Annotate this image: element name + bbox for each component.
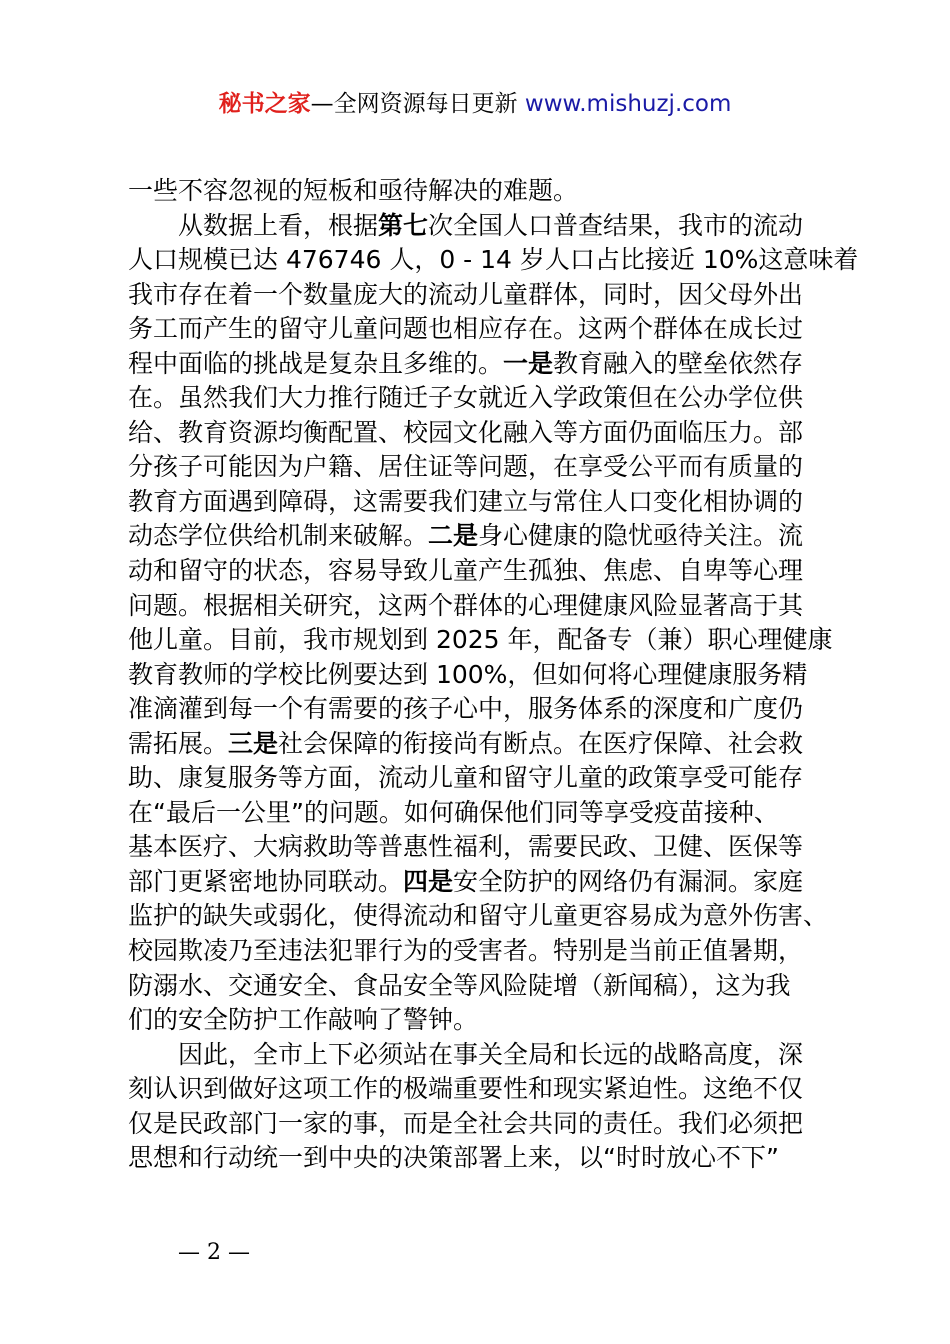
text-run: 在“最后一公里”的问题。如何确保他们同等享受疫苗接种、 — [128, 797, 779, 827]
text-run: 教育教师的学校比例要达到 100%，但如何将心理健康服务精 — [128, 659, 808, 689]
text-line — [128, 969, 833, 1004]
text-line — [128, 1107, 833, 1142]
text-line — [128, 865, 833, 900]
text-run: 监护的缺失或弱化，使得流动和留守儿童更容易成为意外伤害、 — [128, 901, 829, 931]
text-run: 动态学位供给机制来破解。 — [128, 521, 429, 551]
site-tagline: —全网资源每日更新 — [310, 91, 518, 117]
text-line — [128, 658, 833, 693]
text-run: 分孩子可能因为户籍、居住证等问题，在享受公平而有质量的 — [128, 452, 804, 482]
text-run: 基本医疗、大病救助等普惠性福利，需要民政、卫健、医保等 — [128, 832, 804, 862]
text-run: 安全防护的网络仍有漏洞。家庭 — [453, 866, 804, 896]
text-line — [128, 485, 833, 520]
text-run: 部门更紧密地协同联动。 — [128, 866, 404, 896]
text-line — [128, 278, 833, 313]
text-line — [128, 589, 833, 624]
text-run: 们的安全防护工作敲响了警钟。 — [128, 1005, 479, 1035]
site-url-link[interactable]: www.mishuzj.com — [524, 91, 732, 117]
text-line — [128, 692, 833, 727]
text-run: 教育融入的壁垒依然存 — [553, 348, 804, 378]
bold-keyword: 第七 — [378, 210, 429, 240]
text-line — [128, 312, 833, 347]
bold-keyword: 四是 — [403, 866, 454, 896]
text-run: 程中面临的挑战是复杂且多维的。 — [128, 348, 504, 378]
text-run: 人口规模已达 476746 人，0 - 14 岁人口占比接近 10%这意味着 — [128, 245, 859, 275]
bold-keyword: 三是 — [228, 728, 279, 758]
bold-keyword: 二是 — [428, 521, 479, 551]
text-run: 社会保障的衔接尚有断点。在医疗保障、社会救 — [278, 728, 804, 758]
text-line — [128, 1072, 833, 1107]
text-run: 动和留守的状态，容易导致儿童产生孤独、焦虑、自卑等心理 — [128, 556, 804, 586]
text-run: 问题。根据相关研究，这两个群体的心理健康风险显著高于其 — [128, 590, 804, 620]
text-line — [128, 623, 833, 658]
text-run: 我市存在着一个数量庞大的流动儿童群体，同时，因父母外出 — [128, 279, 804, 309]
text-run: 思想和行动统一到中央的决策部署上来，以“时时放心不下” — [128, 1143, 779, 1173]
text-run: 从数据上看，根据 — [128, 210, 379, 240]
text-line — [128, 347, 833, 382]
site-brand: 秘书之家 — [218, 91, 311, 117]
text-run: 在。虽然我们大力推行随迁子女就近入学政策但在公办学位供 — [128, 383, 804, 413]
text-line — [128, 1003, 833, 1038]
text-run: 准滴灌到每一个有需要的孩子心中，服务体系的深度和广度仍 — [128, 694, 804, 724]
text-run: 需拓展。 — [128, 728, 229, 758]
page-number: — 2 — — [178, 1240, 250, 1265]
text-run: 刻认识到做好这项工作的极端重要性和现实紧迫性。这绝不仅 — [128, 1074, 804, 1104]
text-run: 助、康复服务等方面，流动儿童和留守儿童的政策享受可能存 — [128, 763, 804, 793]
text-line — [128, 519, 833, 554]
text-line — [128, 416, 833, 451]
text-line — [128, 209, 833, 244]
text-run: 仅是民政部门一家的事，而是全社会共同的责任。我们必须把 — [128, 1108, 804, 1138]
text-line — [128, 174, 833, 209]
text-line — [128, 381, 833, 416]
text-line — [128, 243, 859, 278]
text-run: 因此，全市上下必须站在事关全局和长远的战略高度，深 — [128, 1039, 804, 1069]
text-run: 一些不容忽视的短板和亟待解决的难题。 — [128, 176, 579, 205]
text-run: 校园欺凌乃至违法犯罪行为的受害者。特别是当前正值暑期， — [128, 936, 804, 966]
text-line — [128, 830, 833, 865]
text-line — [128, 1141, 833, 1176]
text-line — [128, 450, 833, 485]
text-run: 他儿童。目前，我市规划到 2025 年，配备专（兼）职心理健康 — [128, 625, 833, 655]
text-run: 给、教育资源均衡配置、校园文化融入等方面仍面临压力。部 — [128, 417, 804, 447]
site-banner — [0, 88, 950, 120]
text-run: 身心健康的隐忧亟待关注。流 — [478, 521, 804, 551]
text-run: 防溺水、交通安全、食品安全等风险陡增（新闻稿），这为我 — [128, 970, 791, 1000]
text-run: 教育方面遇到障碍，这需要我们建立与常住人口变化相协调的 — [128, 486, 804, 516]
text-line — [128, 934, 833, 969]
text-line — [128, 727, 833, 762]
text-run: 次全国人口普查结果，我市的流动 — [428, 210, 804, 240]
text-line — [128, 899, 833, 934]
text-run: 务工而产生的留守儿童问题也相应存在。这两个群体在成长过 — [128, 314, 804, 344]
document-body — [128, 174, 859, 1176]
bold-keyword: 一是 — [503, 348, 554, 378]
text-line — [128, 796, 833, 831]
text-line — [128, 554, 833, 589]
text-line — [128, 761, 833, 796]
text-line — [128, 1038, 833, 1073]
